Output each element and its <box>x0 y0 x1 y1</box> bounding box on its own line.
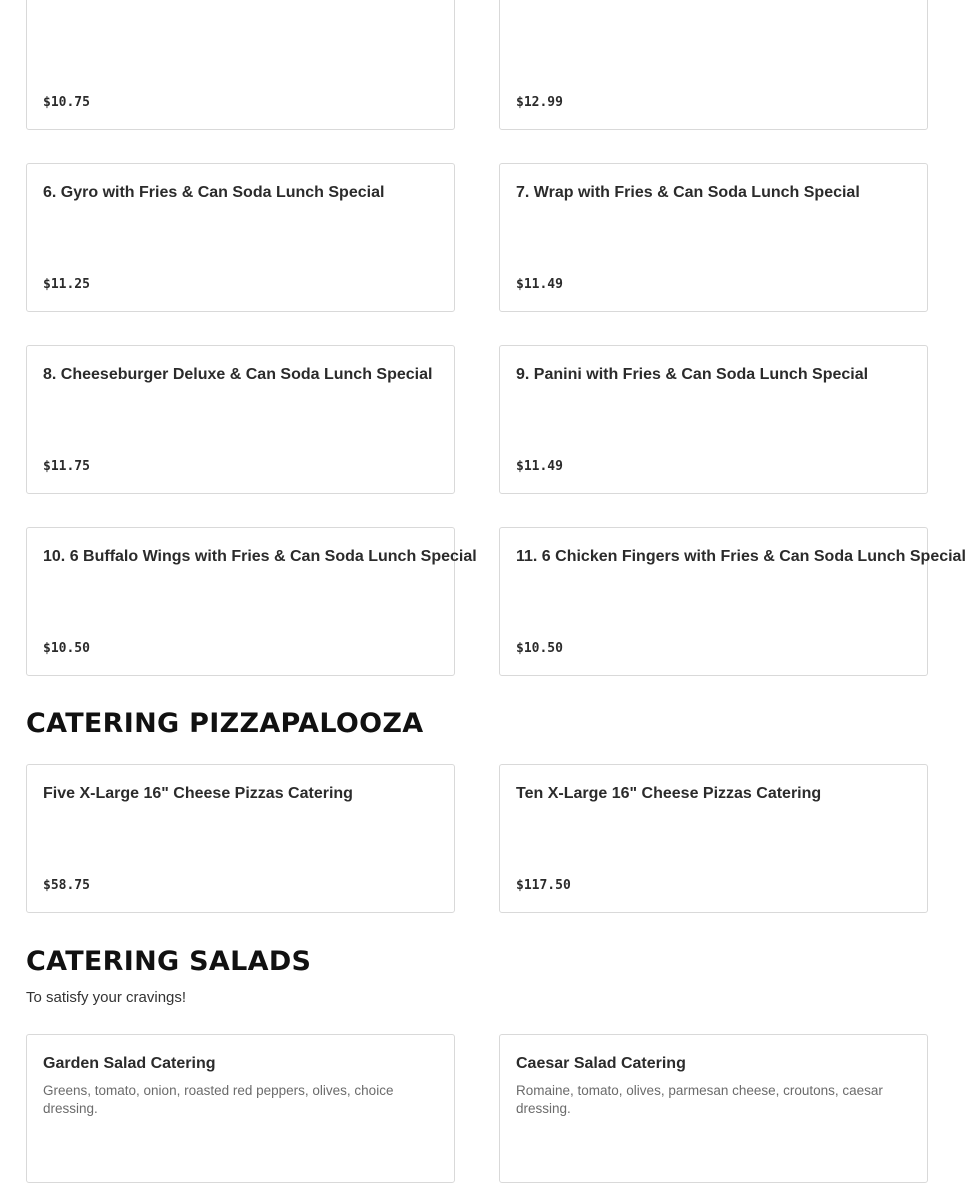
menu-item-card[interactable] <box>499 345 928 494</box>
menu-item-price: $11.75 <box>43 459 90 474</box>
menu-item-name <box>516 0 909 1</box>
menu-item-card[interactable] <box>26 764 455 913</box>
menu-item-price: $12.99 <box>516 95 563 110</box>
menu-item-card[interactable] <box>499 1034 928 1183</box>
menu-item-name: Five X-Large 16" Cheese Pizzas Catering <box>43 785 353 802</box>
menu-item-name: Caesar Salad Catering <box>516 1055 686 1072</box>
menu-item-card[interactable] <box>26 0 455 130</box>
menu-item-name: 7. Wrap with Fries & Can Soda Lunch Special <box>516 184 860 201</box>
section-title-catering-pizzapalooza: CATERING PIZZAPALOOZA <box>26 708 424 739</box>
menu-item-name: 10. 6 Buffalo Wings with Fries & Can Soda Lunch Special <box>43 548 477 565</box>
menu-item-card[interactable] <box>26 527 477 676</box>
lunch-specials-grid <box>26 0 966 676</box>
menu-item-name: 6. Gyro with Fries & Can Soda Lunch Special <box>43 184 385 201</box>
menu-item-name: 9. Panini with Fries & Can Soda Lunch Special <box>516 366 869 383</box>
menu-item-card[interactable] <box>499 0 928 130</box>
menu-item-name: 8. Cheeseburger Deluxe & Can Soda Lunch Special <box>43 366 433 383</box>
menu-item-price: $117.50 <box>516 878 571 893</box>
menu-item-card[interactable] <box>499 764 928 913</box>
menu-item-price: $10.75 <box>43 95 90 110</box>
menu-item-card[interactable] <box>499 163 928 312</box>
section-title-catering-salads: CATERING SALADS <box>26 946 312 977</box>
catering-pizzapalooza-grid <box>26 764 928 913</box>
menu-item-name: Garden Salad Catering <box>43 1055 216 1072</box>
menu-item-price: $11.49 <box>516 277 563 292</box>
menu-item-card[interactable] <box>26 1034 455 1183</box>
menu-item-card[interactable] <box>499 527 966 676</box>
menu-item-price: $58.75 <box>43 878 90 893</box>
menu-item-description: Romaine, tomato, olives, parmesan cheese, croutons, caesar dressing. <box>516 1083 883 1116</box>
menu-item-card[interactable] <box>26 345 455 494</box>
menu-item-card[interactable] <box>26 163 455 312</box>
menu-item-description: Greens, tomato, onion, roasted red peppers, olives, choice dressing. <box>43 1083 394 1116</box>
menu-item-price: $10.50 <box>43 641 90 656</box>
catering-salads-grid <box>26 1034 928 1183</box>
section-subtitle: To satisfy your cravings! <box>26 989 187 1006</box>
menu-item-name <box>43 0 436 1</box>
menu-item-name: Ten X-Large 16" Cheese Pizzas Catering <box>516 785 822 802</box>
menu-item-price: $11.25 <box>43 277 90 292</box>
menu-item-price: $10.50 <box>516 641 563 656</box>
menu-item-name: 11. 6 Chicken Fingers with Fries & Can Soda Lunch Special <box>516 548 966 565</box>
menu-item-price: $11.49 <box>516 459 563 474</box>
